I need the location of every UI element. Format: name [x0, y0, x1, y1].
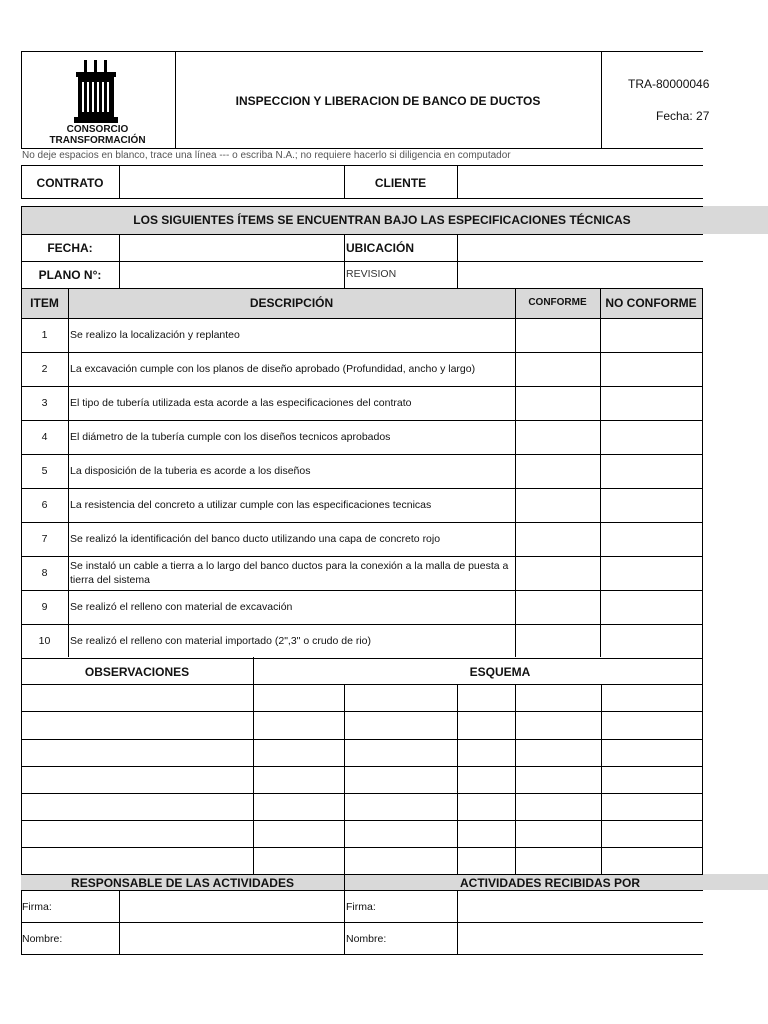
row-item-number: 9	[41, 601, 48, 613]
instructions-note: No deje espacios en blanco, trace una línea --- o escriba N.A.; no requiere hacerlo si diligencia en computador	[22, 150, 511, 161]
plano-field[interactable]	[120, 262, 344, 288]
row-item-number: 4	[41, 431, 48, 443]
row-description: Se realizo la localización y replanteo	[70, 329, 240, 341]
conforme-checkbox-cell[interactable]	[516, 489, 600, 522]
nombre-right-label: Nombre:	[346, 933, 387, 945]
company-logo	[60, 58, 132, 128]
company-name-line2: TRANSFORMACIÓN	[49, 135, 146, 146]
col-header-item: ITEM	[30, 296, 59, 310]
no-conforme-checkbox-cell[interactable]	[601, 523, 702, 556]
no-conforme-checkbox-cell[interactable]	[601, 591, 702, 624]
col-header-no-conforme: NO CONFORME	[605, 296, 697, 310]
no-conforme-checkbox-cell[interactable]	[601, 387, 702, 420]
no-conforme-checkbox-cell[interactable]	[601, 353, 702, 386]
revision-label: REVISION	[346, 268, 397, 280]
observaciones-header-right	[702, 657, 703, 684]
company-name-line1: CONSORCIO	[66, 124, 129, 135]
ubicacion-label: UBICACIÓN	[346, 241, 414, 255]
row-item-number: 8	[41, 567, 48, 579]
table-row-divider	[21, 658, 703, 659]
firma-responsable-field[interactable]	[120, 891, 344, 922]
observaciones-input-area[interactable]	[22, 685, 702, 874]
no-conforme-checkbox-cell[interactable]	[601, 489, 702, 522]
conforme-checkbox-cell[interactable]	[516, 523, 600, 556]
plano-label: PLANO N°:	[38, 268, 102, 282]
row-description: Se realizó el relleno con material importado (2",3" o crudo de rio)	[70, 635, 372, 647]
observaciones-header-left	[21, 657, 22, 684]
no-conforme-checkbox-cell[interactable]	[601, 557, 702, 590]
fecha-rows-div2	[344, 234, 345, 288]
no-conforme-checkbox-cell[interactable]	[601, 319, 702, 352]
nombre-recibidas-field[interactable]	[458, 923, 703, 954]
row-description: La disposición de la tuberia es acorde a los diseños	[70, 465, 311, 477]
conforme-checkbox-cell[interactable]	[516, 353, 600, 386]
cliente-label: CLIENTE	[374, 176, 427, 190]
no-conforme-checkbox-cell[interactable]	[601, 455, 702, 488]
header-bottom-border	[21, 148, 703, 149]
header-left-border	[21, 51, 22, 148]
conforme-checkbox-cell[interactable]	[516, 455, 600, 488]
no-conforme-checkbox-cell[interactable]	[601, 625, 702, 658]
cliente-field[interactable]	[458, 166, 703, 198]
row-description: La resistencia del concreto a utilizar cumple con las especificaciones tecnicas	[70, 499, 432, 511]
conforme-checkbox-cell[interactable]	[516, 625, 600, 658]
nombre-responsable-field[interactable]	[120, 923, 344, 954]
row-item-number: 5	[41, 465, 48, 477]
revision-field[interactable]	[458, 262, 703, 288]
specs-section-title: LOS SIGUIENTES ÍTEMS SE ENCUENTRAN BAJO LAS ESPECIFICACIONES TÉCNICAS	[133, 213, 631, 227]
form-title: INSPECCION Y LIBERACION DE BANCO DE DUCTOS	[235, 94, 541, 108]
contrato-label: CONTRATO	[36, 176, 104, 190]
row-description: El diámetro de la tubería cumple con los diseños tecnicos aprobados	[70, 431, 391, 443]
row-description: Se instaló un cable a tierra a lo largo del banco ductos para la conexión a la malla de puesta a	[70, 560, 509, 572]
ubicacion-field[interactable]	[458, 235, 703, 261]
col-header-descripcion: DESCRIPCIÓN	[249, 296, 334, 310]
transformer-icon	[60, 58, 132, 128]
observaciones-header-divider	[253, 657, 254, 684]
conforme-checkbox-cell[interactable]	[516, 387, 600, 420]
row-item-number: 10	[38, 635, 51, 647]
row-description-continued: tierra del sistema	[70, 574, 150, 586]
fecha-label: FECHA:	[47, 241, 93, 255]
row-description: Se realizó el relleno con material de excavación	[70, 601, 293, 613]
no-conforme-checkbox-cell[interactable]	[601, 421, 702, 454]
header-divider-2	[601, 51, 602, 148]
nombre-left-label: Nombre:	[22, 933, 63, 945]
grid-line-vertical	[702, 684, 703, 874]
conforme-checkbox-cell[interactable]	[516, 319, 600, 352]
row-item-number: 2	[41, 363, 48, 375]
responsable-label: RESPONSABLE DE LAS ACTIVIDADES	[71, 876, 294, 890]
sign-header-top	[21, 874, 703, 875]
esquema-label: ESQUEMA	[469, 665, 531, 679]
sign-div2	[344, 874, 345, 954]
conforme-checkbox-cell[interactable]	[516, 591, 600, 624]
row-description: Se realizó la identificación del banco ducto utilizando una capa de concreto rojo	[70, 533, 441, 545]
firma-left-label: Firma:	[22, 901, 52, 913]
row-item-number: 3	[41, 397, 48, 409]
observaciones-label: OBSERVACIONES	[84, 665, 190, 679]
document-code: TRA-80000046	[628, 77, 710, 91]
row-description: El tipo de tubería utilizada esta acorde a las especificaciones del contrato	[70, 397, 412, 409]
conforme-checkbox-cell[interactable]	[516, 557, 600, 590]
row-item-number: 6	[41, 499, 48, 511]
nombre-row-bottom	[21, 954, 703, 955]
document-date: Fecha: 27	[656, 109, 710, 123]
contrato-field[interactable]	[120, 166, 344, 198]
firma-recibidas-field[interactable]	[458, 891, 703, 922]
fecha-field[interactable]	[120, 235, 344, 261]
col-header-conforme: CONFORME	[528, 297, 587, 308]
row-item-number: 7	[41, 533, 48, 545]
row-item-number: 1	[41, 329, 48, 341]
conforme-checkbox-cell[interactable]	[516, 421, 600, 454]
specs-header-top	[21, 206, 703, 207]
contrato-row-bottom	[21, 198, 703, 199]
recibidas-label: ACTIVIDADES RECIBIDAS POR	[459, 876, 641, 890]
row-description: La excavación cumple con los planos de diseño aprobado (Profundidad, ancho y largo)	[70, 363, 476, 375]
firma-right-label: Firma:	[346, 901, 376, 913]
